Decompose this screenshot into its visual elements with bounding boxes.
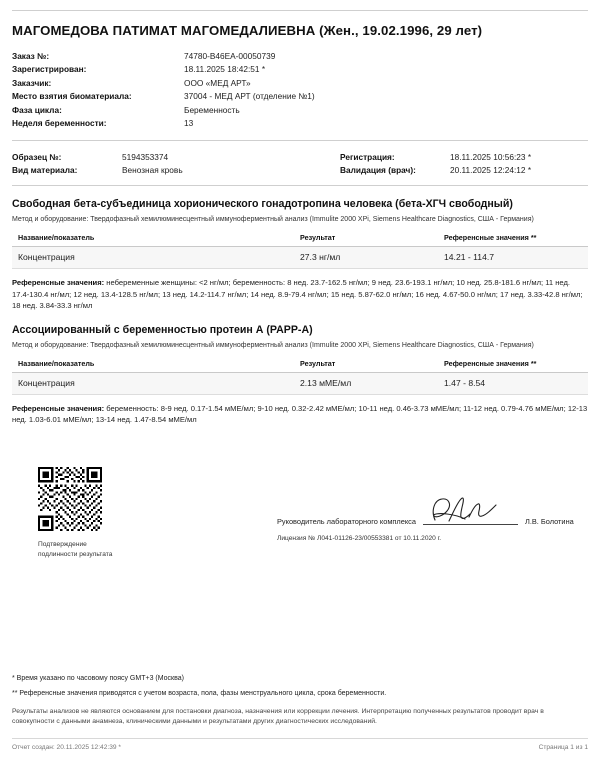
reference-label: Референсные значения:	[12, 278, 105, 288]
sample-value-number: 5194353374	[122, 151, 169, 162]
table-row	[340, 150, 588, 163]
page-number-text: Страница 1 из 1	[538, 744, 588, 751]
table-row	[12, 163, 300, 176]
sample-info	[12, 150, 588, 176]
signature-block	[277, 517, 597, 542]
order-label-gestation-week: Неделя беременности:	[12, 118, 107, 129]
result-value: 2.13 мМЕ/мл	[300, 372, 444, 394]
table-row	[12, 49, 588, 63]
test-method: Метод и оборудование: Твердофазный хемилюминесцентный иммуноферментный анализ (Immulite 2000 XPi, Siemens Healthcare Diagnostics, США - Германия)	[12, 341, 534, 349]
column-header-result: Результат	[300, 359, 444, 373]
order-value-gestation-week: 13	[184, 118, 194, 129]
signature-line	[423, 523, 518, 525]
authenticity-caption-line1: Подтверждение	[38, 541, 87, 549]
test-title: Свободная бета-субъединица хорионического гонадотропина человека (бета-ХГЧ свободный)	[12, 198, 513, 211]
page-footer	[12, 674, 588, 758]
table-row	[12, 150, 300, 163]
handwritten-signature-icon	[425, 495, 503, 525]
table-row	[12, 103, 588, 117]
table-row	[12, 117, 588, 131]
order-label-number: Заказ №:	[12, 50, 50, 61]
reference-text: небеременные женщины: <2 нг/мл; беременность: 8 нед. 23.7-162.5 нг/мл; 9 нед. 23.6-193.1 нг/мл; 10 нед. 25.8-181.6 нг/мл; 11 нед. 17.4-130.4 нг/мл; 12 нед. 13.4-128.5 нг/мл; 13 нед. 14.2-114.7 нг/мл; 14 нед. 8.9-79.4 нг/мл; 15 нед. 5.87-62.0 нг/мл; 16 нед. 4.67-50.0 нг/мл; 17 нед. 3.33-42.8 нг/мл; 18 нед. 3.84-33.3 нг/мл	[12, 278, 583, 311]
sample-value-registration: 18.11.2025 10:56:23 *	[450, 151, 532, 162]
sample-label-material: Вид материала:	[12, 164, 78, 175]
order-value-customer: ООО «МЕД АРТ»	[184, 77, 251, 88]
sample-value-material: Венозная кровь	[122, 164, 183, 175]
reference-label: Референсные значения:	[12, 403, 105, 413]
reference-paragraph	[12, 403, 588, 426]
result-name: Концентрация	[12, 372, 300, 394]
top-divider	[12, 10, 588, 11]
page-title: МАГОМЕДОВА ПАТИМАТ МАГОМЕДАЛИЕВНА (Жен., 19.02.1996, 29 лет)	[12, 23, 483, 38]
table-header-row	[12, 233, 588, 247]
table-row	[340, 163, 588, 176]
reference-paragraph	[12, 277, 588, 311]
report-created-text: Отчет создан: 20.11.2025 12:42:39 *	[12, 744, 121, 751]
authenticity-caption-line2: подлинности результата	[38, 550, 113, 558]
table-header-row	[12, 359, 588, 373]
lab-report-page	[0, 10, 600, 758]
column-header-reference: Референсные значения **	[444, 233, 588, 247]
results-table	[12, 359, 588, 395]
footer-disclaimer: Результаты анализов не являются основанием для постановки диагноза, назначения или коррекции лечения. Интерпретацию полученных результатов проводит врач в совокупности с данными анамнеза, клиническими данными и результатами других диагностических исследований.	[12, 707, 544, 726]
sample-label-validation: Валидация (врач):	[340, 164, 416, 175]
table-row	[12, 63, 588, 77]
table-row	[12, 247, 588, 269]
order-value-cycle-phase: Беременность	[184, 104, 240, 115]
column-header-result: Результат	[300, 233, 444, 247]
order-value-number: 74780-B46EA-00050739	[184, 50, 276, 61]
sample-divider-top	[12, 140, 588, 141]
footnote-timezone: * Время указано по часовому поясу GMT+3 (Москва)	[12, 675, 184, 683]
test-title: Ассоциированный с беременностью протеин А (PAPP-A)	[12, 323, 313, 336]
order-value-collection-site: 37004 - МЕД АРТ (отделение №1)	[184, 91, 315, 102]
signature-role: Руководитель лабораторного комплекса	[277, 517, 416, 527]
test-method: Метод и оборудование: Твердофазный хемилюминесцентный иммуноферментный анализ (Immulite 2000 XPi, Siemens Healthcare Diagnostics, США - Германия)	[12, 216, 534, 224]
order-info-table	[12, 49, 588, 130]
results-table	[12, 233, 588, 269]
table-row	[12, 90, 588, 104]
footnote-reference-values: ** Референсные значения приводятся с учетом возраста, пола, фазы менструального цикла, срока беременности.	[12, 689, 387, 697]
column-header-name: Название/показатель	[12, 359, 300, 373]
test-section-beta-hcg	[12, 198, 588, 311]
authenticity-block	[38, 467, 146, 559]
order-label-cycle-phase: Фаза цикла:	[12, 104, 62, 115]
authenticity-caption	[38, 540, 146, 559]
sample-label-registration: Регистрация:	[340, 151, 395, 162]
order-label-collection-site: Место взятия биоматериала:	[12, 91, 132, 102]
result-reference: 14.21 - 114.7	[444, 247, 588, 269]
result-value: 27.3 нг/мл	[300, 247, 444, 269]
sample-divider-bottom	[12, 185, 588, 186]
license-text: Лицензия № Л041-01126-23/00553381 от 10.11.2020 г.	[277, 535, 442, 543]
table-row	[12, 372, 588, 394]
order-label-customer: Заказчик:	[12, 77, 52, 88]
authenticity-signature-area	[12, 459, 588, 579]
result-name: Концентрация	[12, 247, 300, 269]
qr-code-icon[interactable]	[38, 467, 102, 531]
signature-name: Л.В. Болотина	[524, 517, 574, 527]
result-reference: 1.47 - 8.54	[444, 372, 588, 394]
sample-label-number: Образец №:	[12, 151, 62, 162]
reference-text: беременность: 8-9 нед. 0.17-1.54 мМЕ/мл; 9-10 нед. 0.32-2.42 мМЕ/мл; 10-11 нед. 0.46-3.73 мМЕ/мл; 11-12 нед. 0.79-4.76 мМЕ/мл; 12-13 нед. 1.03-6.01 мМЕ/мл; 13-14 нед. 1.47-8.54 мМЕ/мл	[12, 403, 588, 425]
sample-info-right	[300, 150, 588, 176]
order-value-registered: 18.11.2025 18:42:51 *	[184, 64, 266, 75]
column-header-name: Название/показатель	[12, 233, 300, 247]
column-header-reference: Референсные значения **	[444, 359, 588, 373]
footer-bar	[12, 738, 588, 758]
sample-info-left	[12, 150, 300, 176]
test-section-papp-a	[12, 324, 588, 426]
sample-value-validation: 20.11.2025 12:24:12 *	[450, 164, 532, 175]
order-label-registered: Зарегистрирован:	[12, 64, 87, 75]
table-row	[12, 76, 588, 90]
